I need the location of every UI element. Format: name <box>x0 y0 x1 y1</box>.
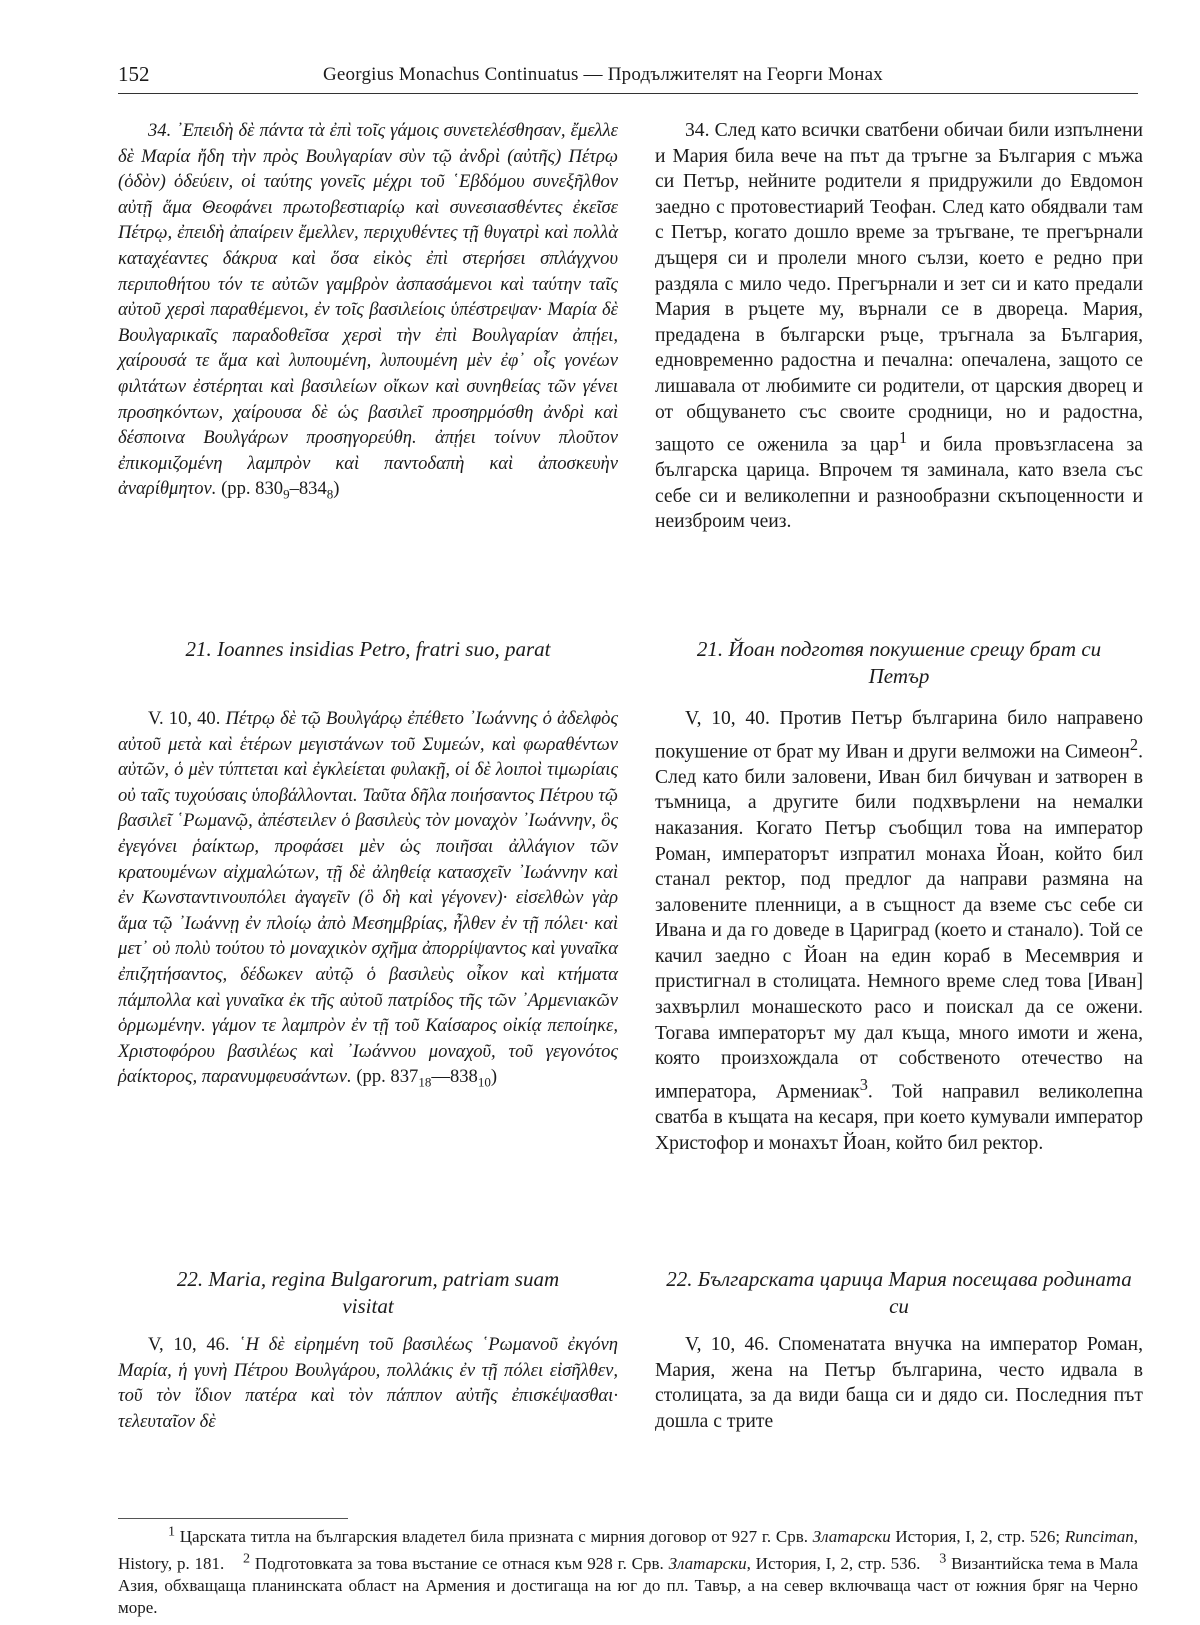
source-reference: (pp. $837_{18}—838_{10}$) <box>356 1066 498 1091</box>
header-rule <box>118 93 1138 94</box>
bulgarian-text-34: 34. След като всички сватбени обичаи били изпълнени и Мария била вече на път да тръгне за България с мъжа си Петър, нейните родители я придружили до Евдомон заедно с протовестиарий Теофан. След като обядвали там с Петър, когато дошло време за тръгване, те прегърнали дъщеря си и пролели много сълзи, което е редно при раздяла с мило чедо. Прегърнали и зет си и като предали Мария в ръцете му, върнали се в двореца. Мария, предадена в български ръце, тръгнала за България, едновременно радостна и печална: опечалена, защото се лишавала от любимите си родители, от царския дворец и от общуването със своите сродници, но и радостна, защото се оженила за цар$^1$ и била провъзгласена за българска царица. Впрочем тя заминала, като взела със себе си и великолепни и разнообразни скъпоценности и неизброим чеиз. <box>655 120 1143 533</box>
bulgarian-passage: 34. След като всички сватбени обичаи били изпълнени и Мария била вече на път да тръгне за България с мъжа си Петър, нейните родители я придружили до Евдомон заедно с протовестиарий Теофан. След като обядвали там с Петър, когато дошло време за тръгване, те прегърнали дъщеря си и пролели много сълзи, което е редно при раздяла с мило чедо. Прегърнали и зет си и като предали Мария в ръцете му, върнали се в двореца. Мария, предадена в български ръце, тръгнала за България, едновременно радостна и печална: опечалена, защото се лишавала от любимите си родители, от царския дворец и от общуването със своите сродници, но и радостна, защото се оженила за цар <box>655 120 1143 456</box>
bulgarian-passage: V, 10, 40. Против Петър българина било направено покушение от брат му Иван и други велможи на Симеон <box>655 708 1143 763</box>
footnote-marker: 3 <box>859 1074 868 1094</box>
bulgarian-section-title-22: 22. Българската царица Мария посещава родината си <box>666 1267 1132 1318</box>
footnote-2: $^2$ Подготовката за това въстание се отнася към 928 г. Срв. Златарски, История, I, 2, стр. 536. <box>243 1550 921 1574</box>
page-number: 152 <box>118 62 150 86</box>
bulgarian-text-21: V, 10, 40. Против Петър българина било направено покушение от брат му Иван и други велможи на Симеон$^2$. След като били заловени, Иван бил бичуван и затворен в тъмница, а другите били подхвърлени на немалки наказания. Когато Петър съобщил това на император Роман, императорът изпратил монаха Йоан, който бил станал ректор, под предлог да направи размяна на заловените пленници, а в същност да вземе със себе си Ивана и да го доведе в Цариград (което и станало). Той се качил заедно с Йоан на един кораб в Месемврия и пристигнал в столицата. Немного време след това [Иван] захвърлил монашеското расо и поискал да се ожени. Тогава императорът му дал къща, много имоти и жена, която произхождала от собственото отечество на императора, Армениак$^3$. Той направил великолепна сватба в къщата на кесаря, при което кумували император Христофор и монахът Йоан, който бил ректор. <box>655 708 1143 1154</box>
bulgarian-passage: V, 10, 46. Споменатата внучка на император Роман, Мария, жена на Петър българина, често идвала в столицата, за да види баща си и дядо си. Последния път дошла с трите <box>655 1334 1143 1432</box>
greek-text-34 <box>118 118 618 508</box>
footnote-3: $^3$ Византийска тема в Мала Азия, обхващаща планинската област на Армения и достигаща на юг до пл. Тавър, а на север включваща част от южния бряг на Черно море. <box>118 1550 1139 1618</box>
footnote-marker: 2 <box>1129 734 1139 754</box>
footnote-marker: 1 <box>898 428 908 448</box>
greek-text-22 <box>118 1332 618 1434</box>
footnotes <box>118 1520 1138 1619</box>
bulgarian-text-22 <box>655 1332 1143 1434</box>
footnote-rule <box>118 1518 348 1519</box>
greek-verse-ref: V. 10, 40. <box>148 708 226 729</box>
bulgarian-section-title-21: 21. Йоан подготвя покушение срещу брат си Петър <box>696 637 1102 688</box>
running-head <box>118 62 1138 92</box>
latin-section-title-22: 22. Maria, regina Bulgarorum, patriam suam visitat <box>176 1267 560 1318</box>
greek-passage: ῾Η δὲ εἰρημένη τοῦ βασιλέως ῾Ρωμανοῦ ἐκγόνη Μαρία, ἡ γυνὴ Πέτρου Βουλγάρου, πολλάκις ἐν τῇ πόλει εἰσῆλθεν, τοῦ τὸν ἴδιον πατέρα καὶ τὸν πάππον αὐτῆς ἐπισκέψασθαι· τελευταῖον δὲ <box>118 1334 618 1432</box>
greek-text-21 <box>118 706 618 1096</box>
greek-verse-ref: V, 10, 46. <box>148 1334 240 1355</box>
running-title: Georgius Monachus Continuatus — Продължителят на Георги Монах <box>323 64 884 85</box>
greek-passage: Πέτρῳ δὲ τῷ Βουλγάρῳ ἐπέθετο ᾿Ιωάννης ὁ ἀδελφὸς αὐτοῦ μετὰ καὶ ἑτέρων μεγιστάνων τοῦ Συμεών, καὶ φωραθέντων αὐτῶν, ὁ μὲν τύπτεται καὶ ἐγκλείεται φυλακῇ, οἱ δὲ λοιποὶ τιμωρίαις οὐ ταῖς τυχούσαις ὑποβάλλονται. Ταῦτα δῆλα ποιήσαντος Πέτρου τῷ βασιλεῖ ῾Ρωμανῷ, ἀπέστειλεν ὁ βασιλεὺς τὸν μοναχὸν ᾿Ιωάννην, ὃς ἐγεγόνει ῥαίκτωρ, προφάσει μὲν ὡς ποιῆσαι ἀλλάγιον τῶν κρατουμένων αἰχμαλώτων, τῇ δὲ ἀληθείᾳ κατασχεῖν ᾿Ιωάννην καὶ ἐν Κωνσταντινουπόλει ἀγαγεῖν (ὃ δὴ καὶ γέγονεν)· εἰσελθὼν γὰρ ἅμα τῷ ᾿Ιωάννῃ ἐν πλοίῳ ἀπὸ Μεσημβρίας, ἦλθεν ἐν τῇ πόλει· καὶ μετ᾿ οὐ πολὺ τούτου τὸ μοναχικὸν σχῆμα ἀπορρίψαντος καὶ γυναῖκα ἐπιζητήσαντος, δέδωκεν αὐτῷ ὁ βασιλεὺς οἶκον καὶ κτήματα πάμπολλα καὶ γυναῖκα ἐκ τῆς αὐτοῦ πατρίδος τῆς τῶν ᾿Αρμενιακῶν ὁρμωμένην. γάμον τε λαμπρὸν ἐν τῇ τοῦ Καίσαρος οἰκίᾳ πεποίηκε, Χριστοφόρου βασιλέως καὶ ᾿Ιωάννου μοναχοῦ, τοῦ γεγονότος ῥαίκτορος, παρανυμφευσάντων. <box>118 708 618 1088</box>
source-reference: (pp. $830_9-834_8$) <box>221 478 340 503</box>
footnote-1: $^1$ Царската титла на българския владетел била призната с мирния договор от 927 г. Срв. Златарски История, I, 2, стр. 526; Runciman, History, p. 181. <box>118 1523 1139 1574</box>
latin-section-title-21: 21. Ioannes insidias Petro, fratri suo, parat <box>185 637 551 661</box>
greek-passage: 34. ᾿Επειδὴ δὲ πάντα τὰ ἐπὶ τοῖς γάμοις συνετελέσθησαν, ἔμελλε δὲ Μαρία ἤδη τὴν πρὸς Βουλγαρίαν σὺν τῷ ἀνδρὶ (αὐτῆς) Πέτρῳ (ὁδὸν) ὁδεύειν, οἱ ταύτης γονεῖς μέχρι τοῦ ῾Εβδόμου συνεξῆλθον αὐτῇ ἅμα Θεοφάνει πρωτοβεστιαρίῳ καὶ συνεσιασθέντες ἐκεῖσε Πέτρῳ, ἐπειδὴ ἀπαίρειν ἔμελλεν, περιχυθέντες τῇ θυγατρὶ καὶ πολλὰ καταχέαντες δάκρυα καὶ ὅσα εἰκὸς ἐπὶ στερήσει σπλάγχνου περιποθήτου τόν τε αὐτῶν γαμβρὸν ἀσπασάμενοι καὶ ταύτην ταῖς αὐτοῦ χερσὶ παραθέμενοι, ἐν τοῖς βασιλείοις ὑπέστρεψαν· Μαρία δὲ Βουλγαρικαῖς παραδοθεῖσα χερσὶ τὴν ἐπὶ Βουλγαρίαν ἀπῄει, χαίρουσά τε ἅμα καὶ λυπουμένη, λυπουμένη μὲν ἐφ᾿ οἷς γονέων φιλτάτων ἐστέρηται καὶ βασιλείων οἴκων καὶ συνηθείας τῶν γένει προσηκόντων, χαίρουσα δὲ ὡς βασιλεῖ προσηρμόσθη ἀνδρὶ καὶ δέσποινα Βουλγάρων προσηγορεύθη. ἀπῄει τοίνυν πλοῦτον ἐπικομιζομένη λαμπρὸν καὶ παντοδαπὴ καὶ ἀποσκευὴν ἀναρίθμητον. <box>118 120 618 500</box>
